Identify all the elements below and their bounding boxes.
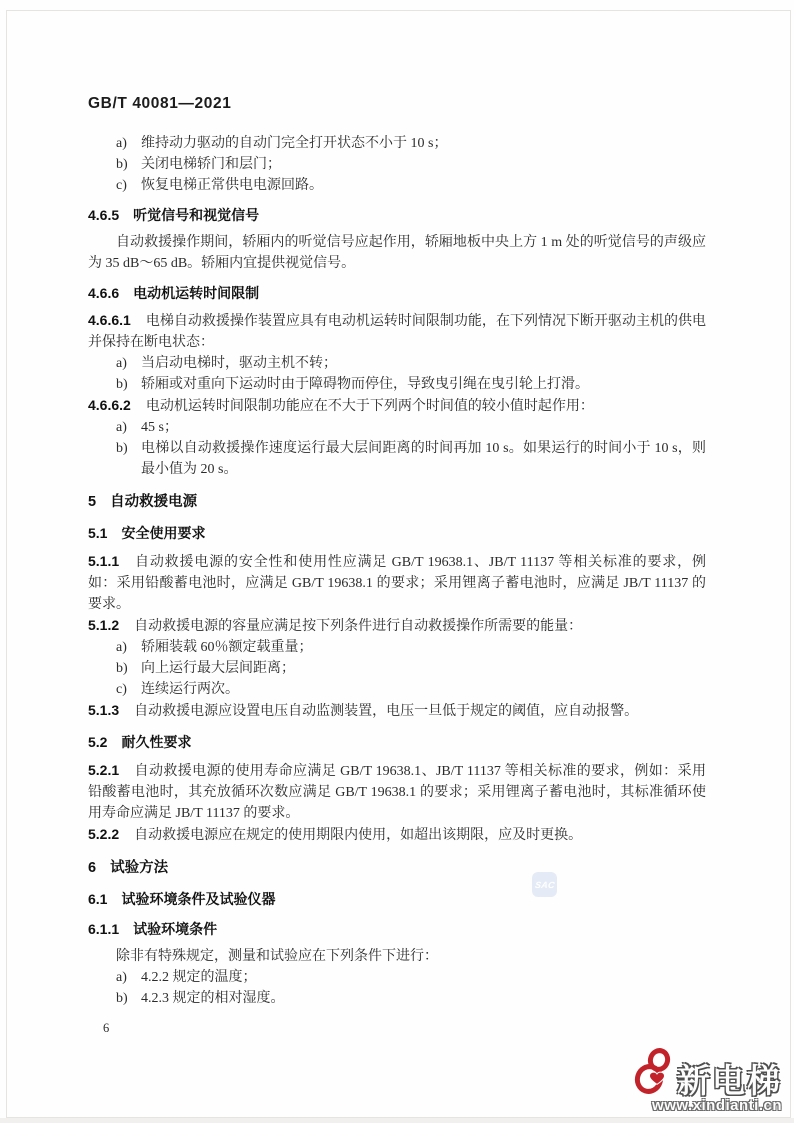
list-text: 恢复电梯正常供电电源回路。 bbox=[141, 178, 323, 193]
list-text: 4.2.3 规定的相对湿度。 bbox=[141, 991, 285, 1006]
list-marker: b) bbox=[116, 991, 128, 1006]
xindianti-logo bbox=[633, 1048, 782, 1115]
section-heading bbox=[88, 732, 706, 753]
sac-watermark bbox=[532, 872, 557, 897]
logo-brand-text: 新电梯 bbox=[677, 1061, 782, 1099]
list-item bbox=[88, 988, 706, 1009]
list-marker: a) bbox=[116, 136, 127, 151]
clause-paragraph bbox=[88, 615, 706, 637]
list-text: 连续运行两次。 bbox=[141, 682, 239, 697]
clause-text: 自动救援电源的安全性和使用性应满足 GB/T 19638.1、JB/T 11137 等相关标准的要求，例如：采用铅酸蓄电池时，应满足 GB/T 19638.1 的要求；采用锂离子蓄电池时，应满足 JB/T 11137 的要求。 bbox=[88, 555, 706, 612]
figure-8-heart-icon bbox=[633, 1048, 675, 1101]
logo-row bbox=[633, 1048, 782, 1097]
list-marker: b) bbox=[116, 157, 128, 172]
list-item bbox=[88, 658, 706, 679]
clause-text: 电动机运转时间限制功能应在不大于下列两个时间值的较小值时起作用： bbox=[145, 399, 594, 414]
section-heading bbox=[88, 889, 706, 910]
list-text: 45 s； bbox=[141, 420, 178, 435]
list-marker: a) bbox=[116, 970, 127, 985]
list-item bbox=[88, 417, 706, 438]
clause-paragraph bbox=[88, 551, 706, 615]
list-item bbox=[88, 374, 706, 395]
list-item bbox=[88, 679, 706, 700]
list-item bbox=[88, 175, 706, 196]
section-title: 耐久性要求 bbox=[121, 734, 192, 750]
clause-number: 4.6.6.2 bbox=[88, 397, 131, 413]
clause-paragraph bbox=[88, 310, 706, 353]
section-heading bbox=[88, 919, 706, 940]
sac-watermark-label: SAC bbox=[533, 879, 556, 890]
list-item bbox=[88, 154, 706, 175]
clause-number: 4.6.6.1 bbox=[88, 312, 131, 328]
standard-number-header: GB/T 40081—2021 bbox=[88, 95, 232, 112]
clause-number: 5.1.2 bbox=[88, 617, 120, 633]
list-text: 维持动力驱动的自动门完全打开状态不小于 10 s； bbox=[141, 136, 448, 151]
clause-number: 5.1.1 bbox=[88, 553, 120, 569]
list-text: 4.2.2 规定的温度； bbox=[141, 970, 257, 985]
chapter-heading bbox=[88, 858, 706, 879]
clause-text: 自动救援电源应在规定的使用期限内使用，如超出该期限，应及时更换。 bbox=[134, 828, 583, 843]
section-title: 安全使用要求 bbox=[121, 525, 206, 541]
list-marker: b) bbox=[116, 377, 128, 392]
clause-paragraph bbox=[88, 395, 706, 417]
chapter-title: 试验方法 bbox=[110, 860, 169, 876]
section-heading bbox=[88, 283, 706, 304]
list-text: 轿厢或对重向下运动时由于障碍物而停住，导致曳引绳在曳引轮上打滑。 bbox=[141, 377, 589, 392]
section-number: 6.1 bbox=[88, 891, 108, 907]
clause-paragraph bbox=[88, 700, 706, 722]
list-marker: b) bbox=[116, 661, 128, 676]
list-item bbox=[88, 637, 706, 658]
list-marker: b) bbox=[116, 441, 128, 456]
chapter-number: 6 bbox=[88, 860, 97, 876]
section-number: 4.6.5 bbox=[88, 207, 120, 223]
list-item bbox=[88, 438, 706, 480]
chapter-number: 5 bbox=[88, 494, 97, 510]
section-title: 听觉信号和视觉信号 bbox=[133, 207, 260, 223]
section-title: 试验环境条件及试验仪器 bbox=[121, 891, 276, 907]
list-text: 当启动电梯时，驱动主机不转； bbox=[141, 356, 337, 371]
section-title: 试验环境条件 bbox=[133, 921, 218, 937]
paragraph: 除非有特殊规定，测量和试验应在下列条件下进行： bbox=[116, 949, 438, 964]
section-heading bbox=[88, 205, 706, 226]
clause-number: 5.2.2 bbox=[88, 826, 120, 842]
logo-url-text: www.xindianti.cn bbox=[652, 1096, 782, 1114]
section-heading bbox=[88, 523, 706, 544]
section-title: 电动机运转时间限制 bbox=[133, 285, 260, 301]
section-number: 4.6.6 bbox=[88, 285, 120, 301]
list-text: 电梯以自动救援操作速度运行最大层间距离的时间再加 10 s。如果运行的时间小于 10 s，则最小值为 20 s。 bbox=[141, 441, 706, 477]
clause-text: 自动救援电源的容量应满足按下列条件进行自动救援操作所需要的能量： bbox=[134, 619, 583, 634]
section-number: 6.1.1 bbox=[88, 921, 120, 937]
list-item bbox=[88, 353, 706, 374]
clause-number: 5.2.1 bbox=[88, 762, 120, 778]
document-body bbox=[88, 133, 706, 1039]
list-marker: c) bbox=[116, 178, 127, 193]
section-number: 5.2 bbox=[88, 734, 108, 750]
clause-number: 5.1.3 bbox=[88, 702, 120, 718]
list-text: 轿厢装载 60％额定载重量； bbox=[141, 640, 313, 655]
list-item bbox=[88, 133, 706, 154]
list-marker: a) bbox=[116, 356, 127, 371]
list-marker: a) bbox=[116, 420, 127, 435]
clause-text: 电梯自动救援操作装置应具有电动机运转时间限制功能，在下列情况下断开驱动主机的供电并保持在断电状态： bbox=[88, 314, 706, 350]
list-text: 关闭电梯轿门和层门； bbox=[141, 157, 281, 172]
chapter-title: 自动救援电源 bbox=[110, 494, 198, 510]
page-number: 6 bbox=[103, 1021, 110, 1035]
list-item bbox=[88, 967, 706, 988]
page-bottom-edge bbox=[0, 1118, 794, 1123]
chapter-heading bbox=[88, 492, 706, 513]
list-marker: a) bbox=[116, 640, 127, 655]
list-text: 向上运行最大层间距离； bbox=[141, 661, 295, 676]
paragraph: 自动救援操作期间，轿厢内的听觉信号应起作用，轿厢地板中央上方 1 m 处的听觉信号的声级应为 35 dB～65 dB。轿厢内宜提供视觉信号。 bbox=[88, 235, 706, 271]
section-number: 5.1 bbox=[88, 525, 108, 541]
clause-text: 自动救援电源应设置电压自动监测装置，电压一旦低于规定的阈值，应自动报警。 bbox=[134, 704, 639, 719]
clause-paragraph bbox=[88, 760, 706, 824]
clause-paragraph bbox=[88, 824, 706, 846]
clause-text: 自动救援电源的使用寿命应满足 GB/T 19638.1、JB/T 11137 等相关标准的要求，例如：采用铅酸蓄电池时，其充放循环次数应满足 GB/T 19638.1 的要求；采用锂离子蓄电池时，其标准循环使用寿命应满足 JB/T 11137 的要求。 bbox=[88, 764, 706, 821]
list-marker: c) bbox=[116, 682, 127, 697]
